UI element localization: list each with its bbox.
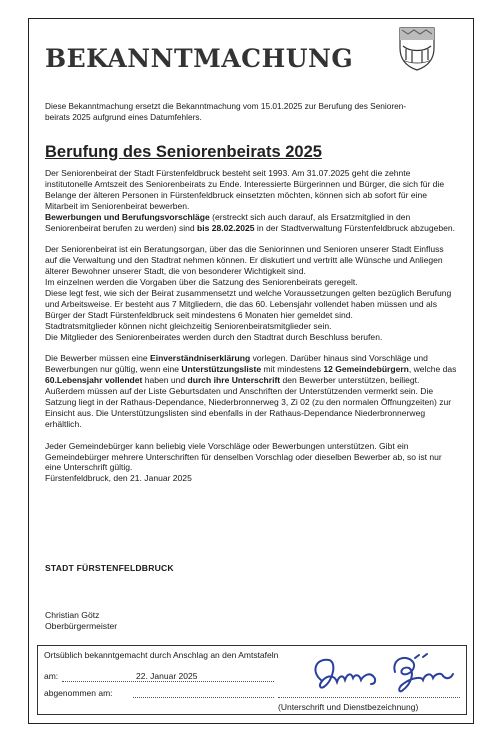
paragraph-requirements: Die Bewerber müssen eine Einverständniserklärung vorlegen. Darüber hinaus sind Vorschläge und Bewerbungen nur gültig, wenn eine Unterstützungsliste mit mindestens 12 Gemeindebürgern, welche das 60.Lebensjahr vollendet haben und durch ihre Unterschrift den Bewerber unterstützen, beiliegt. Außerdem müssen auf der Liste Geburtsdaten und Anschriften der Unterstützenden vermerkt sein. Die Satzung liegt in der Rathaus-Dependance, Niederbronnerweg 3, Zi 02 (zu den normalen Öffnungzeiten) zur Einsicht aus. Die Unterstützungslisten sind ebenfalls in der Rathaus-Dependance Niederbronnerweg erhältlich. [45,353,457,429]
posting-statement: Ortsüblich bekanntgemacht durch Anschlag an den Amtstafeln [44,650,279,660]
removed-date-label: abgenommen am: [44,688,113,698]
signer-block [45,610,117,632]
signer-name: Christian Götz [45,610,100,620]
posted-date-value: 22. Januar 2025 [136,671,198,681]
document-body [45,168,457,484]
posting-stamp-box [37,645,467,715]
correction-notice [45,101,455,123]
signature-caption: (Unterschrift und Dienstbezeichnung) [278,702,419,712]
city-coat-of-arms-icon [398,26,436,72]
dotted-line [133,697,274,698]
document-title: Berufung des Seniorenbeirats 2025 [45,143,322,161]
notice-line: beirats 2025 aufgrund eines Datumfehlers. [45,112,202,122]
dotted-line [62,681,274,682]
notice-line: Diese Bekanntmachung ersetzt die Bekanntmachung vom 15.01.2025 zur Berufung des Senioren- [45,101,407,111]
signer-role: Oberbürgermeister [45,621,118,631]
handwritten-signature [303,650,463,698]
posted-date-label: am: [44,671,59,681]
announcement-heading: BEKANNTMACHUNG [45,44,354,73]
organization-name: STADT FÜRSTENFELDBRUCK [45,563,174,573]
paragraph-role: Der Seniorenbeirat ist ein Beratungsorgan, über das die Seniorinnen und Senioren unserer Stadt Einfluss auf die Verwaltung und den Stadtrat nehmen können. Er diskutiert und vertritt alle Wünsche und Anliegen älterer Bewohner unserer Stadt, die von besonderer Wichtigkeit sind. Im einzelnen werden die Vorgaben über die Satzung des Seniorenbeirats geregelt. Diese legt fest, wie sich der Beirat zusammensetzt und welche Voraussetzungen gelten bezüglich Berufung und Arbeitsweise. Er besteht aus 7 Mitgliedern, die das 60. Lebensjahr vollendet haben müssen und als Bürger der Stadt Fürstenfeldbruck seit mindestens 6 Monaten hier gemeldet sind. Stadtratsmitglieder können nicht gleichzeitig Seniorenbeiratsmitglieder sein. Die Mitglieder des Seniorenbeirates werden durch den Stadtrat durch Beschluss berufen. [45,244,452,342]
paragraph-intro: Der Seniorenbeirat der Stadt Fürstenfeldbruck besteht seit 1993. Am 31.07.2025 geht die zehnte institutonelle Amtszeit des Seniorenbeirats zu Ende. Interessierte Bürgerinnen und Bürger, die sich für die Belange der älteren Personen in Fürstenfeldbruck einsetzten möchten, können sich ab sofort für eine Mitarbeit im Seniorenbeirat bewerben. Bewerbungen und Berufungsvorschläge (erstreckt sich auch darauf, als Ersatzmitglied in den Seniorenbeirat berufen zu werden) sind bis 28.02.2025 in der Stadtverwaltung Fürstenfeldbruck abzugeben. [45,168,456,233]
paragraph-support: Jeder Gemeindebürger kann beliebig viele Vorschläge oder Bewerbungen unterstützen. Gibt ein Gemeindebürger mehrere Unterschriften für denselben Vorschlag oder dieselben Bewerber ab, so ist nur eine Unterschrift gültig. Fürstenfeldbruck, den 21. Januar 2025 [45,440,442,484]
date-line: Fürstenfeldbruck, den 21. Januar 2025 [45,473,192,484]
